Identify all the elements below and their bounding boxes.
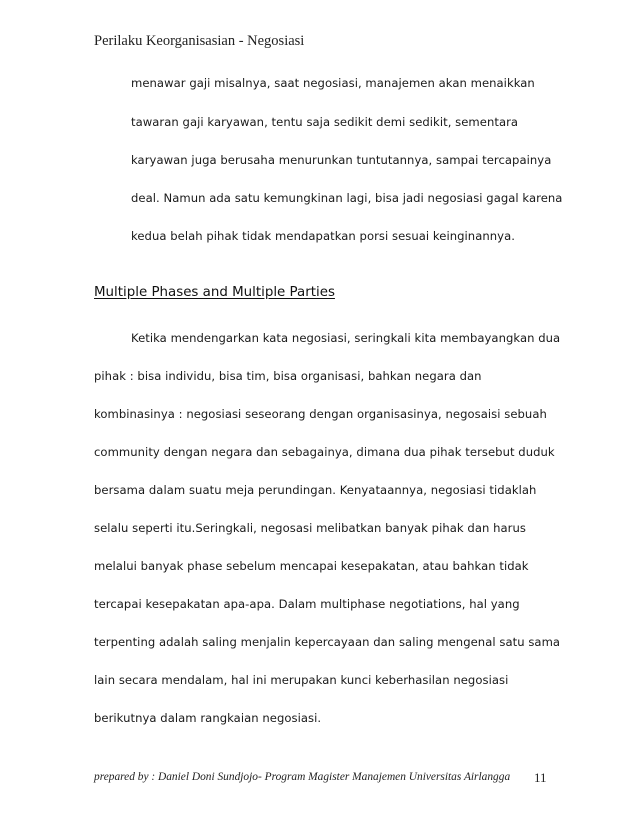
body-line-9: terpenting adalah saling menjalin kepercayaan dan saling mengenal satu sama xyxy=(94,635,561,649)
body-line-10: lain secara mendalam, hal ini merupakan kunci keberhasilan negosiasi xyxy=(94,673,509,687)
section-heading: Multiple Phases and Multiple Parties xyxy=(94,285,335,300)
intro-line-1: menawar gaji misalnya, saat negosiasi, manajemen akan menaikkan xyxy=(131,76,535,90)
body-line-1: Ketika mendengarkan kata negosiasi, seringkali kita membayangkan dua xyxy=(131,331,561,345)
body-line-6: selalu seperti itu.Seringkali, negosasi melibatkan banyak pihak dan harus xyxy=(94,521,526,535)
intro-line-5: kedua belah pihak tidak mendapatkan porsi sesuai keinginannya. xyxy=(131,229,515,243)
body-line-5: bersama dalam suatu meja perundingan. Kenyataannya, negosiasi tidaklah xyxy=(94,483,537,497)
body-line-7: melalui banyak phase sebelum mencapai kesepakatan, atau bahkan tidak xyxy=(94,559,529,573)
intro-line-3: karyawan juga berusaha menurunkan tuntutannya, sampai tercapainya xyxy=(131,153,552,167)
body-line-2: pihak : bisa individu, bisa tim, bisa organisasi, bahkan negara dan xyxy=(94,369,482,383)
body-line-4: community dengan negara dan sebagainya, dimana dua pihak tersebut duduk xyxy=(94,445,555,459)
body-line-3: kombinasinya : negosiasi seseorang dengan organisasinya, negosaisi sebuah xyxy=(94,407,547,421)
intro-line-2: tawaran gaji karyawan, tentu saja sedikit demi sedikit, sementara xyxy=(131,115,519,129)
intro-line-4: deal. Namun ada satu kemungkinan lagi, bisa jadi negosiasi gagal karena xyxy=(131,191,563,205)
footer-credit: prepared by : Daniel Doni Sundjojo- Program Magister Manajemen Universitas Airlangga xyxy=(94,771,511,783)
body-line-11: berikutnya dalam rangkaian negosiasi. xyxy=(94,711,322,725)
page-number: 11 xyxy=(534,770,547,785)
body-line-8: tercapai kesepakatan apa-apa. Dalam multiphase negotiations, hal yang xyxy=(94,597,520,611)
running-header: Perilaku Keorganisasian - Negosiasi xyxy=(94,33,305,49)
